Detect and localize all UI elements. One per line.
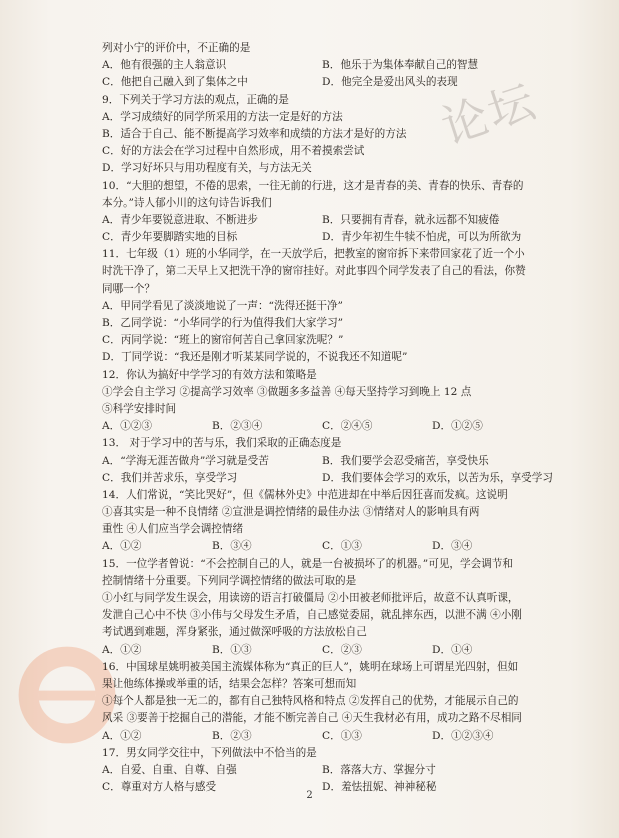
question-15-items: ①小红与同学发生误会，用读谤的语言打破僵局 ②小田被老师批评后，故意不认真听课， bbox=[102, 592, 519, 604]
option-b: B．他乐于为集体奉献自己的智慧 bbox=[322, 59, 479, 72]
question-10-stem-cont: 本分。”诗人郁小川的这句诗告诉我们 bbox=[102, 196, 272, 209]
option-b: B．乙同学说：“小华同学的行为值得我们大家学习” bbox=[102, 317, 344, 329]
option-a: A．学习成绩好的同学所采用的方法一定是好的方法 bbox=[102, 110, 343, 123]
question-11-stem: 11．七年级（1）班的小华同学，在一天放学后，把教室的窗帘拆下来带回家花了近一个小 bbox=[102, 248, 525, 261]
option-a: A．他有很强的主人翁意识 bbox=[102, 59, 227, 72]
option-a: A．①② bbox=[102, 643, 142, 656]
option-c: C．好的方法会在学习过程中自然形成，用不着摸索尝试 bbox=[102, 145, 365, 158]
option-b: B．①③ bbox=[212, 643, 252, 656]
option-c: C．他把自己融入到了集体之中 bbox=[102, 76, 248, 89]
exam-content bbox=[102, 40, 553, 796]
option-c: C．②③ bbox=[322, 643, 362, 656]
option-c: C．②④⑤ bbox=[322, 420, 373, 433]
question-16-items: 风采 ③要善于挖掘自己的潜能，才能不断完善自己 ④天生我材必有用，成功之路不尽相同 bbox=[102, 712, 522, 725]
question-12-items: ⑤科学安排时间 bbox=[102, 402, 177, 415]
option-c: C．丙同学说：“班上的窗帘何苦自己拿回家洗呢？” bbox=[102, 334, 344, 347]
option-b: B．③④ bbox=[212, 540, 252, 553]
question-9-stem: 9．下列关于学习方法的观点，正确的是 bbox=[102, 93, 289, 106]
option-d: D．青少年初生牛犊不怕虎，可以为所欲为 bbox=[322, 231, 522, 244]
page-number: 2 bbox=[306, 790, 313, 801]
question-14-items: 重性 ④人们应当学会调控情绪 bbox=[102, 523, 244, 536]
option-d: D．丁同学说：“我还是刚才听某某同学说的，不说我还不知道呢” bbox=[102, 351, 408, 364]
question-11-stem-cont: 时洗干净了，第二天早上又把洗干净的窗帘挂好。对此事四个同学发表了自己的看法，你赞 bbox=[102, 265, 526, 278]
option-b: B．落落大方、掌握分寸 bbox=[322, 763, 436, 776]
question-12-items: ①学会自主学习 ②提高学习效率 ③做题多多益善 ④每天坚持学习到晚上 12 点 bbox=[102, 385, 472, 398]
question-16-items: ①每个人都是独一无二的，都有自己独特风格和特点 ②发挥自己的优势，才能展示自己的 bbox=[102, 695, 519, 708]
option-b: B．我们要学会忍受痛苦，享受快乐 bbox=[322, 454, 489, 467]
option-b: B．②③ bbox=[212, 729, 252, 742]
option-a: A．“学海无涯苦做舟”学习就是受苦 bbox=[102, 454, 269, 467]
question-16-options bbox=[102, 728, 542, 745]
question-17-stem: 17．男女同学交往中，下列做法中不恰当的是 bbox=[102, 746, 317, 759]
question-12-stem: 12．你认为搞好中学学习的有效方法和策略是 bbox=[102, 368, 317, 381]
option-b: B．②③④ bbox=[212, 420, 263, 433]
question-16-stem-cont: 果让他练体操或举重的话，结果会怎样？答案可想而知 bbox=[102, 677, 357, 690]
option-c: C．我们并苦求乐，享受学习 bbox=[102, 471, 238, 484]
question-intro-stem: 列对小宁的评价中，不正确的是 bbox=[102, 42, 251, 54]
option-d: D．学习好坏只与用功程度有关，与方法无关 bbox=[102, 162, 312, 175]
option-d: D．③④ bbox=[432, 540, 473, 553]
question-15-items: 发泄自己心中不快 ③小伟与父母发生矛盾，自己感觉委屈，就乱摔东西，以泄不满 ④小刚 bbox=[102, 609, 522, 622]
option-a: A．自爱、自重、自尊、自强 bbox=[102, 763, 237, 776]
question-15-stem: 15．一位学者曾说：“不会控制自己的人，就是一台被损坏了的机器。”可见，学会调节和 bbox=[102, 557, 513, 570]
option-a: A．青少年要锐意进取、不断进步 bbox=[102, 213, 258, 226]
option-d: D．①②⑤ bbox=[432, 420, 483, 433]
option-d: D．我们要体会学习的欢乐，以苦为乐，享受学习 bbox=[322, 471, 553, 484]
question-13-options bbox=[102, 453, 542, 470]
question-15-stem-cont: 控制情绪十分重要。下列同学调控情绪的做法可取的是 bbox=[102, 574, 357, 587]
question-11-stem-cont: 同哪一个？ bbox=[102, 282, 155, 295]
question-10-options bbox=[102, 229, 542, 246]
question-intro-options bbox=[102, 57, 542, 74]
question-14-options bbox=[102, 538, 542, 555]
option-d: D．他完全是爱出风头的表现 bbox=[322, 76, 458, 89]
question-intro-options bbox=[102, 74, 542, 91]
option-c: C．①③ bbox=[322, 540, 362, 553]
question-14-items: ①喜其实是一种不良情绪 ②宣泄是调控情绪的最佳办法 ③情绪对人的影响具有两 bbox=[102, 506, 480, 519]
question-12-options bbox=[102, 418, 542, 435]
question-17-options bbox=[102, 762, 542, 779]
option-a: A．①② bbox=[102, 540, 142, 553]
option-c: C．①③ bbox=[322, 729, 362, 742]
option-a: A．甲同学看见了淡淡地说了一声：“洗得还挺干净” bbox=[102, 299, 343, 312]
option-d: D．①④ bbox=[432, 643, 473, 656]
option-b: B．只要拥有青春，就永远都不知疲倦 bbox=[322, 213, 500, 226]
question-10-options bbox=[102, 212, 542, 229]
question-15-items: 考试遇到难题，浑身紧张，通过做深呼吸的方法放松自己 bbox=[102, 626, 367, 639]
watermark-text: 论坛 bbox=[434, 73, 543, 155]
question-16-stem: 16．中国球星姚明被美国主流媒体称为“真正的巨人”，姚明在球场上可谓星光四射，但如 bbox=[102, 660, 519, 673]
option-b: B．适合于自己、能不断提高学习效率和成绩的方法才是好的方法 bbox=[102, 127, 407, 140]
question-10-stem: 10．“大胆的想望，不倦的思索，一往无前的行进，这才是青春的美、青春的快乐、青春的 bbox=[102, 179, 524, 192]
option-a: A．①②③ bbox=[102, 420, 153, 433]
option-c: C．青少年要脚踏实地的目标 bbox=[102, 231, 238, 244]
option-a: A．①② bbox=[102, 729, 142, 742]
question-13-options bbox=[102, 470, 553, 487]
option-c: C．尊重对方人格与感受 bbox=[102, 781, 217, 794]
option-d: D．羞怯扭妮、神神秘秘 bbox=[322, 781, 437, 794]
question-13-stem: 13． 对于学习中的苦与乐，我们采取的正确态度是 bbox=[102, 437, 342, 450]
question-15-options bbox=[102, 642, 542, 659]
option-d: D．①②③④ bbox=[432, 729, 494, 742]
question-14-stem: 14．人们常说，“笑比哭好”，但《儒林外史》中范进却在中举后因狂喜而发疯。这说明 bbox=[102, 488, 508, 501]
